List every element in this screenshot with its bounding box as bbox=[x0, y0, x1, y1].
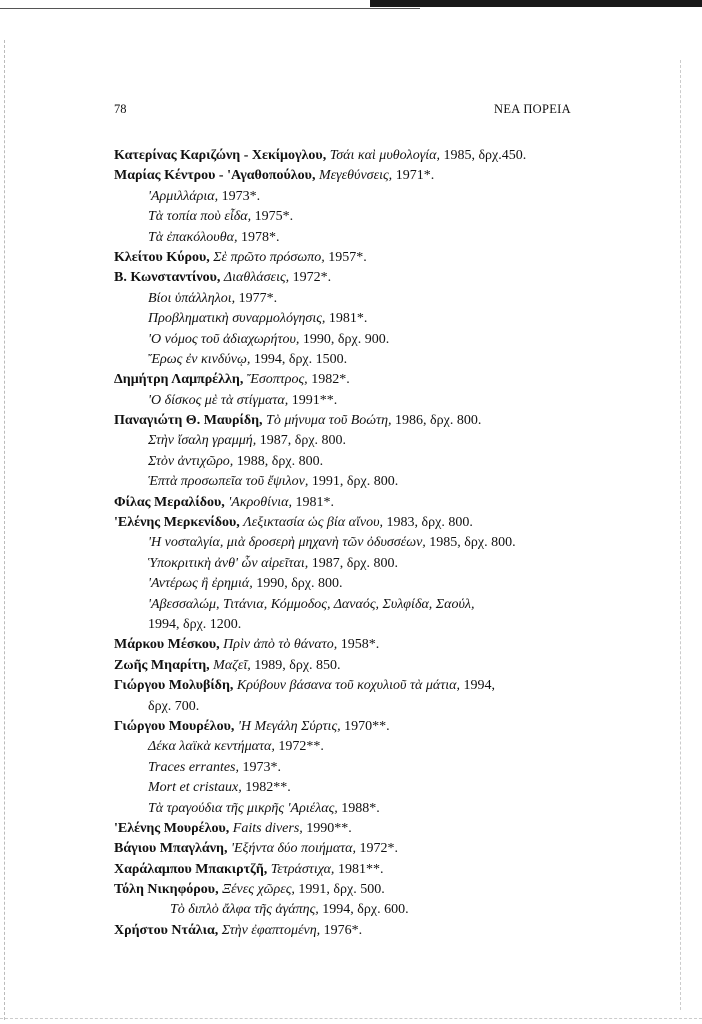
entry-title: Τὰ τοπία ποὺ εἶδα, bbox=[148, 209, 252, 225]
entry-title: 'Αβεσσαλώμ, Τιτάνια, Κόμμοδος, Δαναός, Συλφίδα, Σαούλ, bbox=[148, 596, 475, 612]
entry-details: 1975*. bbox=[254, 209, 294, 225]
bibliography-entry bbox=[114, 268, 594, 288]
entry-details: 1977*. bbox=[238, 290, 278, 306]
entry-title: Μαζεῖ, bbox=[213, 657, 251, 673]
entry-details: 1972*. bbox=[359, 841, 399, 857]
entry-details: 1986, δρχ. 800. bbox=[395, 413, 482, 429]
bibliography-entry bbox=[114, 309, 594, 329]
entry-details: δρχ. 700. bbox=[148, 698, 200, 714]
entry-details: 1994, δρχ. 1500. bbox=[253, 351, 348, 367]
entry-details: 1987, δρχ. 800. bbox=[311, 555, 399, 571]
entry-details: 1990**. bbox=[306, 820, 352, 836]
entry-author: Γιώργου Μολυβίδη, bbox=[114, 678, 234, 694]
bibliography-entry bbox=[114, 737, 594, 757]
entry-details: 1991**. bbox=[291, 392, 338, 408]
entry-author: Μάρκου Μέσκου, bbox=[114, 637, 220, 653]
bibliography-entry bbox=[114, 595, 594, 615]
bibliography-entry bbox=[114, 370, 594, 390]
entry-title: Faits divers, bbox=[232, 820, 303, 836]
entry-details: 1988, δρχ. 800. bbox=[236, 453, 324, 469]
entry-details: 1988*. bbox=[341, 800, 380, 816]
bibliography-entry bbox=[114, 676, 594, 696]
entry-author: Β. Κωνσταντίνου, bbox=[114, 270, 221, 286]
entry-title: Σὲ πρῶτο πρόσωπο, bbox=[213, 249, 325, 265]
entry-details: 1982**. bbox=[245, 780, 291, 796]
entry-details: 1991, δρχ. 800. bbox=[311, 474, 399, 490]
entry-author: Μαρίας Κέντρου - 'Αγαθοπούλου, bbox=[114, 168, 316, 184]
entry-title: Τὰ τραγούδια τῆς μικρῆς 'Αριέλας, bbox=[148, 800, 338, 816]
entry-title: Ἔσοπτρος, bbox=[246, 372, 308, 388]
entry-title: 'Εξήντα δύο ποιήματα, bbox=[230, 841, 357, 857]
entry-title: Προβληματικὴ συναρμολόγησις, bbox=[148, 311, 326, 327]
entry-author: Χαράλαμπου Μπακιρτζῆ, bbox=[114, 861, 268, 877]
bibliography-entry bbox=[114, 574, 594, 594]
entry-title: 'Η νοσταλγία, μιὰ δροσερὴ μηχανὴ τῶν ὀδυσσέων, bbox=[148, 535, 426, 551]
entry-details: 1994, bbox=[463, 678, 495, 694]
entry-details: 1990, δρχ. 900. bbox=[302, 331, 390, 347]
bibliography-entry bbox=[114, 289, 594, 309]
entry-details: 1958*. bbox=[340, 637, 380, 653]
bibliography-entry bbox=[114, 431, 594, 451]
entry-title: Κρύβουν βάσανα τοῦ κοχυλιοῦ τὰ μάτια, bbox=[236, 678, 460, 694]
entry-title: Τὸ μήνυμα τοῦ Βοώτη, bbox=[266, 413, 392, 429]
scan-top-bar bbox=[370, 0, 702, 7]
entry-title: 'Αντέρως ἢ ἐρημιά, bbox=[148, 576, 253, 592]
entry-title: Ὑποκριτικὴ ἀνθ' ὧν αἱρεῖται, bbox=[148, 555, 309, 571]
bibliography-entry bbox=[114, 839, 594, 859]
bibliography-entry bbox=[114, 900, 594, 920]
entry-author: Βάγιου Μπαγλάνη, bbox=[114, 841, 228, 857]
bibliography-entry bbox=[114, 391, 594, 411]
entry-details: 1971*. bbox=[395, 168, 435, 184]
entry-author: Κατερίνας Καριζώνη - Χεκίμογλου, bbox=[114, 148, 327, 163]
entry-title: Mort et cristaux, bbox=[148, 780, 242, 796]
entry-title: 'Ο νόμος τοῦ ἀδιαχωρήτου, bbox=[148, 331, 300, 347]
bibliography-entry bbox=[114, 615, 594, 635]
bibliography-entry bbox=[114, 697, 594, 717]
entry-title: Τετράστιχα, bbox=[270, 861, 335, 877]
bibliography-entry bbox=[114, 207, 594, 227]
entry-details: 1994, δρχ. 1200. bbox=[148, 616, 242, 632]
entry-author: Γιώργου Μουρέλου, bbox=[114, 718, 235, 734]
bibliography-entry bbox=[114, 717, 594, 737]
bibliography-entry bbox=[114, 799, 594, 819]
entry-author: Φίλας Μεραλίδου, bbox=[114, 494, 225, 510]
entry-details: 1981**. bbox=[337, 861, 384, 877]
entry-title: Τσάι καὶ μυθολογία, bbox=[329, 148, 440, 163]
bibliography-entry bbox=[114, 758, 594, 778]
entry-details: 1991, δρχ. 500. bbox=[298, 882, 385, 898]
entry-title: Δέκα λαϊκὰ κεντήματα, bbox=[148, 739, 275, 755]
entry-title: Traces errantes, bbox=[148, 759, 239, 775]
scan-left-edge bbox=[4, 40, 6, 1020]
running-head: ΝΕΑ ΠΟΡΕΙΑ bbox=[494, 102, 571, 116]
page-number: 78 bbox=[114, 102, 127, 116]
entry-author: Ζωῆς Μηαρίτη, bbox=[114, 657, 210, 673]
bibliography-entry bbox=[114, 819, 594, 839]
entry-details: 1970**. bbox=[344, 718, 390, 734]
entry-title: Μεγεθύνσεις, bbox=[318, 168, 393, 184]
entry-title: 'Η Μεγάλη Σύρτις, bbox=[237, 718, 341, 734]
bibliography-entry bbox=[114, 656, 594, 676]
bibliography-entry bbox=[114, 860, 594, 880]
entry-details: 1994, δρχ. 600. bbox=[322, 902, 409, 918]
bibliography-list bbox=[114, 146, 594, 941]
entry-title: Ξένες χῶρες, bbox=[222, 882, 295, 898]
bibliography-entry bbox=[114, 493, 594, 513]
entry-details: 1957*. bbox=[328, 249, 367, 265]
entry-details: 1978*. bbox=[240, 229, 280, 245]
bibliography-entry bbox=[114, 880, 594, 900]
entry-details: 1972*. bbox=[292, 270, 332, 286]
entry-title: Πρὶν ἀπὸ τὸ θάνατο, bbox=[223, 637, 338, 653]
bibliography-entry bbox=[114, 533, 594, 553]
entry-details: 1981*. bbox=[328, 311, 368, 327]
bibliography-entry bbox=[114, 513, 594, 533]
bibliography-entry bbox=[114, 350, 594, 370]
entry-title: Ἔρως ἐν κινδύνῳ, bbox=[148, 351, 251, 367]
bibliography-entry bbox=[114, 166, 594, 186]
entry-author: Παναγιώτη Θ. Μαυρίδη, bbox=[114, 413, 263, 429]
bibliography-entry bbox=[114, 554, 594, 574]
entry-title: Στὴν ἐφαπτομένη, bbox=[221, 922, 321, 938]
entry-author: Κλείτου Κύρου, bbox=[114, 249, 210, 265]
bibliography-entry bbox=[114, 921, 594, 941]
bibliography-entry bbox=[114, 248, 594, 268]
entry-title: 'Ακροθίνια, bbox=[228, 494, 293, 510]
entry-title: Ἑπτὰ προσωπεῖα τοῦ ἔψιλον, bbox=[148, 474, 309, 490]
scan-top-line bbox=[0, 8, 420, 9]
entry-details: 1990, δρχ. 800. bbox=[256, 576, 343, 592]
entry-details: 1973*. bbox=[242, 759, 281, 775]
entry-title: Τὸ διπλὸ ἄλφα τῆς ἀγάπης, bbox=[170, 902, 319, 918]
entry-details: 1985, δρχ. 800. bbox=[429, 535, 516, 551]
entry-details: 1973*. bbox=[221, 188, 261, 204]
entry-author: Δημήτρη Λαμπρέλλη, bbox=[114, 372, 244, 388]
bibliography-entry bbox=[114, 228, 594, 248]
entry-title: Στὸν ἀντιχῶρο, bbox=[148, 453, 234, 469]
entry-title: Διαθλάσεις, bbox=[223, 270, 290, 286]
entry-title: 'Ο δίσκος μὲ τὰ στίγματα, bbox=[148, 392, 289, 408]
entry-details: 1981*. bbox=[295, 494, 335, 510]
entry-title: Λεξικτασία ὡς βία αἴνου, bbox=[243, 515, 384, 531]
entry-details: 1989, δρχ. 850. bbox=[254, 657, 341, 673]
entry-title: Στὴν ἴσαλη γραμμή, bbox=[148, 433, 257, 449]
entry-title: Βίοι ὑπάλληλοι, bbox=[148, 290, 236, 306]
bibliography-entry bbox=[114, 778, 594, 798]
bibliography-entry bbox=[114, 452, 594, 472]
entry-author: Τόλη Νικηφόρου, bbox=[114, 882, 219, 898]
bibliography-entry bbox=[114, 330, 594, 350]
entry-title: 'Αρμιλλάρια, bbox=[148, 188, 219, 204]
entry-author: Χρήστου Ντάλια, bbox=[114, 922, 219, 938]
entry-details: 1972**. bbox=[278, 739, 324, 755]
bibliography-entry bbox=[114, 411, 594, 431]
bibliography-entry bbox=[114, 472, 594, 492]
entry-details: 1985, δρχ.450. bbox=[443, 148, 527, 163]
bibliography-entry bbox=[114, 635, 594, 655]
entry-details: 1987, δρχ. 800. bbox=[259, 433, 347, 449]
bibliography-entry bbox=[114, 187, 594, 207]
scan-bottom-edge bbox=[0, 1018, 702, 1020]
entry-title: Τὰ ἐπακόλουθα, bbox=[148, 229, 238, 245]
entry-author: 'Ελένης Μουρέλου, bbox=[114, 820, 230, 836]
bibliography-entry bbox=[114, 146, 594, 166]
scan-right-edge bbox=[680, 60, 682, 1010]
entry-details: 1983, δρχ. 800. bbox=[386, 515, 473, 531]
entry-details: 1976*. bbox=[323, 922, 363, 938]
entry-details: 1982*. bbox=[311, 372, 350, 388]
entry-author: 'Ελένης Μερκενίδου, bbox=[114, 515, 240, 531]
